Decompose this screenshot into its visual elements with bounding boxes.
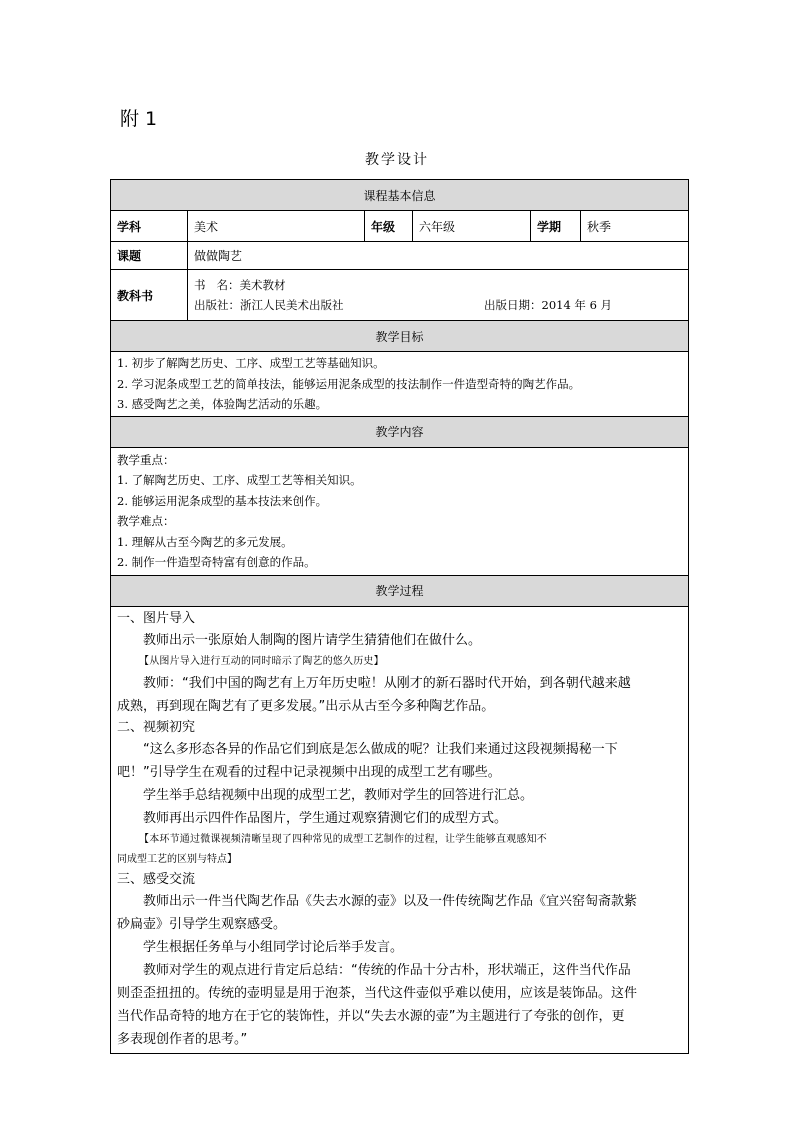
section-title: 二、视频初究 <box>117 719 196 735</box>
objective-item: 1. 初步了解陶艺历史、工序、成型工艺等基础知识。 <box>117 356 385 370</box>
objective-item: 3. 感受陶艺之美，体验陶艺活动的乐趣。 <box>117 397 328 411</box>
annotation-note: 【本环节通过微课视频清晰呈现了四种常见的成型工艺制作的过程，让学生能够直观感知不 <box>139 833 547 845</box>
annotation-note-continuation: 同成型工艺的区别与特点】 <box>117 853 237 865</box>
term-label: 学期 <box>531 211 581 242</box>
textbook-name: 书 名：美术教材 <box>194 277 286 292</box>
textbook-publisher: 出版社：浙江人民美术出版社 <box>194 298 344 312</box>
paragraph-continuation: 吧！”引导学生在观看的过程中记录视频中出现的成型工艺有哪些。 <box>117 764 501 780</box>
paragraph: “这么多形态各异的作品它们到底是怎么做成的呢？让我们来通过这段视频揭秘一下 <box>143 741 618 757</box>
paragraph: 教师：“我们中国的陶艺有上万年历史啦！从刚才的新石器时代开始，到各朝代越来越 <box>143 675 631 691</box>
content-body <box>111 447 689 575</box>
textbook-date: 出版日期：2014 年 6 月 <box>484 298 613 312</box>
process-body <box>111 606 689 1053</box>
difficulties-label: 教学难点： <box>117 514 175 528</box>
paragraph: 教师出示一张原始人制陶的图片请学生猜猜他们在做什么。 <box>143 632 482 648</box>
textbook-info <box>188 270 689 321</box>
paragraph: 教师出示一件当代陶艺作品《失去水源的壶》以及一件传统陶艺作品《宜兴窑匋斋款紫 <box>143 893 638 909</box>
grade-value: 六年级 <box>413 211 531 242</box>
appendix-label: 附 1 <box>120 108 158 130</box>
basic-info-header: 课程基本信息 <box>111 180 689 211</box>
objectives-list <box>111 352 689 417</box>
term-value: 秋季 <box>581 211 689 242</box>
paragraph: 学生举手总结视频中出现的成型工艺，教师对学生的回答进行汇总。 <box>143 787 534 803</box>
objectives-header: 教学目标 <box>111 321 689 352</box>
paragraph: 学生根据任务单与小组同学讨论后举手发言。 <box>143 939 404 955</box>
key-point-item: 2. 能够运用泥条成型的基本技法来创作。 <box>117 493 328 508</box>
paragraph-continuation: 成熟，再到现在陶艺有了更多发展。”出示从古至今多种陶艺作品。 <box>117 698 495 714</box>
paragraph: 教师再出示四件作品图片，学生通过观察猜测它们的成型方式。 <box>143 810 508 826</box>
subject-value: 美术 <box>188 211 365 242</box>
paragraph-continuation: 则歪歪扭扭的。传统的壶明显是用于泡茶，当代这件壶似乎难以使用，应该是装饰品。这件 <box>117 985 638 1001</box>
lesson-plan-table <box>110 179 689 1054</box>
grade-label: 年级 <box>365 211 413 242</box>
paragraph-continuation: 砂扁壶》引导学生观察感受。 <box>117 916 287 932</box>
subject-label: 学科 <box>111 211 188 242</box>
paragraph: 教师对学生的观点进行肯定后总结：“传统的作品十分古朴，形状端正，这件当代作品 <box>143 962 631 978</box>
section-title: 一、图片导入 <box>117 610 196 626</box>
topic-value: 做做陶艺 <box>188 242 689 270</box>
paragraph-continuation: 多表现创作者的思考。” <box>117 1031 248 1047</box>
document-title: 教学设计 <box>365 152 429 168</box>
key-point-item: 1. 了解陶艺历史、工序、成型工艺等相关知识。 <box>117 473 362 487</box>
content-header: 教学内容 <box>111 416 689 447</box>
textbook-label: 教科书 <box>111 270 188 321</box>
topic-label: 课题 <box>111 242 188 270</box>
key-points-label: 教学重点： <box>117 452 175 467</box>
difficulty-item: 1. 理解从古至今陶艺的多元发展。 <box>117 534 293 549</box>
objective-item: 2. 学习泥条成型工艺的简单技法，能够运用泥条成型的技法制作一件造型奇特的陶艺作品。 <box>117 376 581 391</box>
difficulty-item: 2. 制作一件造型奇特富有创意的作品。 <box>117 555 316 569</box>
textbook-publisher-row <box>194 295 682 316</box>
process-header: 教学过程 <box>111 575 689 606</box>
paragraph-continuation: 当代作品奇特的地方在于它的装饰性，并以“失去水源的壶”为主题进行了夸张的创作，更 <box>117 1008 625 1024</box>
section-title: 三、感受交流 <box>117 871 196 887</box>
annotation-note: 【从图片导入进行互动的同时暗示了陶艺的悠久历史】 <box>139 655 384 667</box>
